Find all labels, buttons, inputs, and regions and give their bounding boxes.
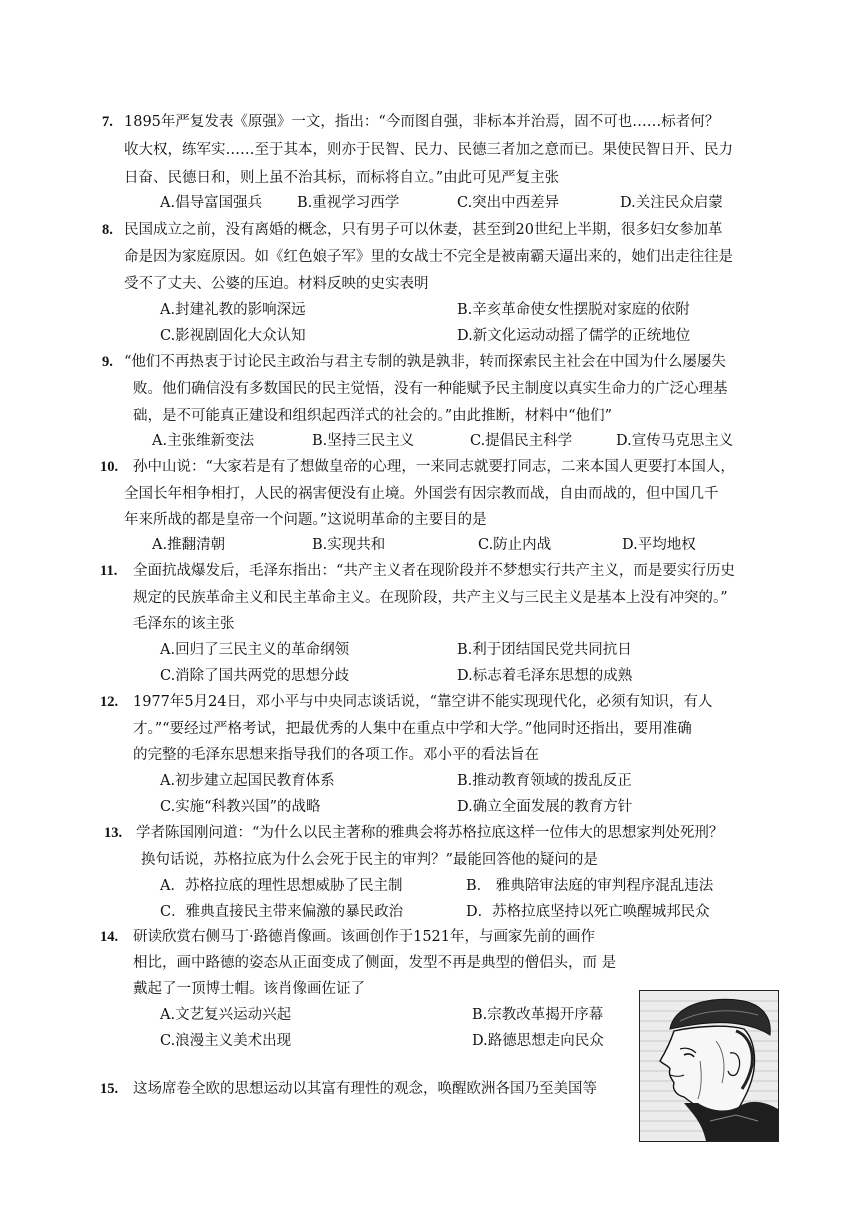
q9-option-b: B.坚持三民主义: [312, 433, 415, 449]
q11-stem-line: 规定的民族革命主义和民主革命主义。在现阶段，共产主义与三民主义是基本上没有冲突的。”: [133, 590, 728, 606]
q13-option-d: D．苏格拉底坚持以死亡唤醒城邦民众: [466, 904, 710, 920]
q11-stem-line: 全面抗战爆发后，毛泽东指出：“共产主义者在现阶段并不梦想实行共产主义，而是要实行历史: [133, 563, 735, 579]
q11-stem-line: 毛泽东的该主张: [133, 616, 235, 632]
q9-stem-line: “他们不再热衷于讨论民主政治与君主专制的孰是孰非，转而探索民主社会在中国为什么屡屡失: [124, 354, 726, 370]
q14-option-c: C.浪漫主义美术出现: [160, 1033, 292, 1049]
q7-option-d: D.关注民众启蒙: [620, 195, 723, 211]
q13-option-b: B． 雅典陪审法庭的审判程序混乱违法: [466, 878, 714, 894]
q7-stem-line: 收大权，练军实……至于其本，则亦于民智、民力、民德三者加之意而已。果使民智日开、民力: [124, 142, 733, 158]
q10-number: 10.: [100, 459, 119, 475]
q14-option-d: D.路德思想走向民众: [472, 1033, 604, 1049]
q8-option-c: C.影视剧固化大众认知: [160, 328, 306, 344]
q9-stem-line: 败。他们确信没有多数国民的民主觉悟，没有一种能赋予民主制度以真实生命力的广泛心理基: [133, 381, 728, 397]
q9-number: 9.: [102, 354, 113, 370]
q7-stem-line: 1895年严复发表《原强》一文，指出：“今而图自强，非标本并治焉，固不可也……标者何？: [124, 114, 720, 130]
q10-option-d: D.平均地权: [622, 537, 696, 553]
q7-stem-line: 日奋、民德日和，则上虽不治其标，而标将自立。”由此可见严复主张: [124, 170, 560, 186]
q10-option-b: B.实现共和: [312, 537, 386, 553]
q7-number: 7.: [102, 114, 113, 130]
q8-stem-line: 受不了丈夫、公婆的压迫。材料反映的史实表明: [124, 276, 429, 292]
q8-option-d: D.新文化运动动摇了儒学的正统地位: [457, 328, 691, 344]
q8-option-b: B.辛亥革命使女性摆脱对家庭的依附: [457, 302, 690, 318]
q12-stem-line: 1977年5月24日，邓小平与中央同志谈话说，“靠空讲不能实现现代化，必须有知识，有人: [133, 694, 713, 710]
q13-number: 13.: [104, 825, 123, 841]
q10-stem-line: 孙中山说：“大家若是有了想做皇帝的心理，一来同志就要打同志，二来本国人更要打本国人，: [133, 459, 735, 475]
q12-option-d: D.确立全面发展的教育方针: [457, 799, 633, 815]
q12-stem-line: 的完整的毛泽东思想来指导我们的各项工作。邓小平的看法旨在: [133, 747, 539, 763]
q11-option-b: B.利于团结国民党共同抗日: [457, 642, 632, 658]
q14-stem-line: 相比，画中路德的姿态从正面变成了侧面，发型不再是典型的僧侣头，而 是: [133, 955, 617, 971]
q8-option-a: A.封建礼教的影响深远: [160, 302, 306, 318]
q13-stem-line: 学者陈国刚问道：“为什么以民主著称的雅典会将苏格拉底这样一位伟大的思想家判处死刑？: [136, 825, 724, 841]
q11-option-a: A.回归了三民主义的革命纲领: [160, 642, 350, 658]
q15-number: 15.: [100, 1081, 119, 1097]
luther-portrait-image: [639, 990, 779, 1142]
q7-option-a: A.倡导富国强兵: [160, 195, 263, 211]
q14-number: 14.: [100, 929, 119, 945]
q8-stem-line: 民国成立之前，没有离婚的概念，只有男子可以休妻，甚至到20世纪上半期，很多妇女参加革: [124, 222, 723, 238]
q14-stem-line: 戴起了一顶博士帽。该肖像画佐证了: [133, 981, 365, 997]
q12-stem-line: 才。”“要经过严格考试，把最优秀的人集中在重点中学和大学。”他同时还指出，要用准确: [133, 721, 692, 737]
q13-option-c: C．雅典直接民主带来偏激的暴民政治: [160, 904, 404, 920]
q10-stem-line: 全国长年相争相打，人民的祸害便没有止境。外国尝有因宗教而战，自由而战的，但中国几千: [124, 486, 719, 502]
q9-option-a: A.主张维新变法: [152, 433, 255, 449]
q14-option-a: A.文艺复兴运动兴起: [160, 1007, 292, 1023]
q13-option-a: A．苏格拉底的理性思想威胁了民主制: [160, 878, 403, 894]
q10-option-c: C.防止内战: [478, 537, 552, 553]
q12-number: 12.: [100, 694, 119, 710]
q14-option-b: B.宗教改革揭开序幕: [472, 1007, 604, 1023]
q10-stem-line: 年来所战的都是皇帝一个问题。”这说明革命的主要目的是: [124, 512, 487, 528]
q9-stem-line: 础，是不可能真正建设和组织起西洋式的社会的。”由此推断，材料中“他们”: [133, 408, 612, 424]
q11-option-c: C.消除了国共两党的思想分歧: [160, 668, 350, 684]
luther-portrait-drawing: [640, 991, 778, 1141]
q8-number: 8.: [102, 222, 113, 238]
q10-option-a: A.推翻清朝: [152, 537, 226, 553]
q12-option-c: C.实施“科教兴国”的战略: [160, 799, 321, 815]
q11-option-d: D.标志着毛泽东思想的成熟: [457, 668, 633, 684]
q9-option-d: D.宣传马克思主义: [616, 433, 734, 449]
q8-stem-line: 命是因为家庭原因。如《红色娘子军》里的女战士不完全是被南霸天逼出来的，她们出走往往是: [124, 249, 733, 265]
q15-stem-line: 这场席卷全欧的思想运动以其富有理性的观念，唤醒欧洲各国乃至美国等: [133, 1081, 597, 1097]
q7-option-c: C.突出中西差异: [457, 195, 560, 211]
q12-option-b: B.推动教育领域的拨乱反正: [457, 773, 632, 789]
q13-stem-line: 换句话说，苏格拉底为什么会死于民主的审判？”最能回答他的疑问的是: [141, 852, 598, 868]
q12-option-a: A.初步建立起国民教育体系: [160, 773, 335, 789]
q7-option-b: B.重视学习西学: [297, 195, 400, 211]
q11-number: 11.: [100, 563, 118, 579]
q9-option-c: C.提倡民主科学: [470, 433, 573, 449]
q14-stem-line: 研读欣赏右侧马丁·路德肖像画。该画创作于1521年，与画家先前的画作: [133, 929, 596, 945]
